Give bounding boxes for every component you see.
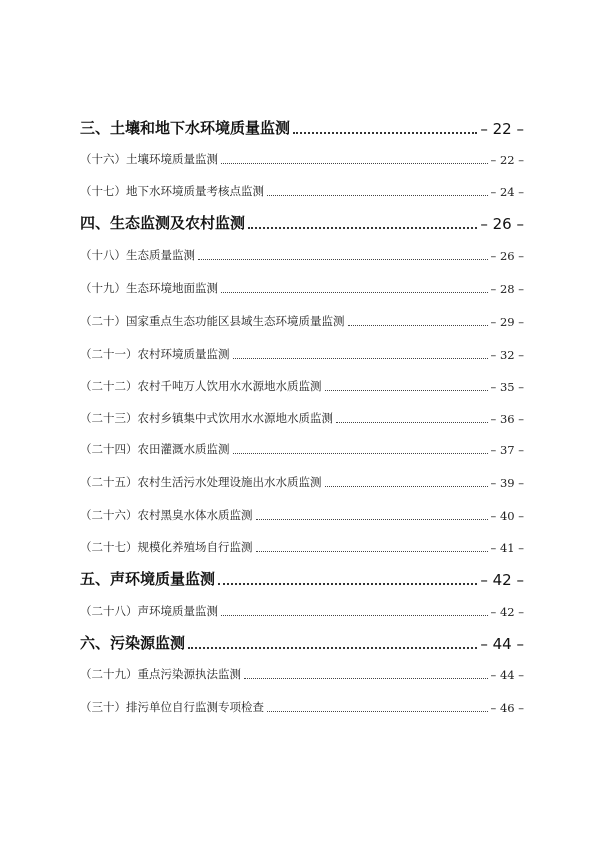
toc-page-number: – 39 – — [490, 476, 524, 490]
toc-entry-title: （二十九）重点污染源执法监测 — [80, 667, 241, 681]
toc-entry-title: 六、污染源监测 — [80, 634, 186, 652]
toc-item-30[interactable] — [80, 699, 524, 715]
toc-entry-title: （二十二）农村千吨万人饮用水水源地水质监测 — [80, 379, 322, 393]
dot-leader — [233, 453, 488, 454]
toc-page-number: – 40 – — [490, 509, 524, 523]
toc-entry-title: （二十一）农村环境质量监测 — [80, 347, 230, 361]
dot-leader — [267, 195, 488, 196]
dot-leader — [267, 711, 488, 712]
toc-item-21[interactable] — [80, 346, 524, 362]
toc-section-6[interactable] — [80, 632, 524, 653]
toc-section-4[interactable] — [80, 212, 524, 233]
toc-section-3[interactable] — [80, 117, 524, 138]
toc-item-23[interactable] — [80, 410, 524, 426]
toc-page-number: – 26 – — [480, 215, 524, 233]
toc-entry-title: （十七）地下水环境质量考核点监测 — [80, 184, 264, 198]
dot-leader — [256, 519, 488, 520]
toc-page-number: – 42 – — [480, 571, 524, 589]
dot-leader — [221, 615, 488, 616]
toc-entry-title: （二十）国家重点生态功能区县域生态环境质量监测 — [80, 314, 345, 328]
toc-item-27[interactable] — [80, 539, 524, 555]
toc-entry-title: 四、生态监测及农村监测 — [80, 214, 246, 232]
dot-leader — [218, 583, 477, 585]
dot-leader — [256, 551, 488, 552]
toc-entry-title: （三十）排污单位自行监测专项检查 — [80, 700, 264, 714]
toc-item-16[interactable] — [80, 151, 524, 167]
dot-leader — [348, 325, 488, 326]
toc-page-number: – 44 – — [490, 668, 524, 682]
toc-page-number: – 22 – — [490, 153, 524, 167]
toc-entry-title: （二十三）农村乡镇集中式饮用水水源地水质监测 — [80, 411, 333, 425]
toc-entry-title: （十八）生态质量监测 — [80, 248, 195, 262]
dot-leader — [325, 390, 488, 391]
toc-page-number: – 42 – — [490, 605, 524, 619]
toc-page-number: – 41 – — [490, 541, 524, 555]
toc-page-number: – 44 – — [480, 635, 524, 653]
toc-entry-title: （二十六）农村黑臭水体水质监测 — [80, 508, 253, 522]
toc-page-number: – 26 – — [490, 249, 524, 263]
toc-item-19[interactable] — [80, 280, 524, 296]
toc-page-number: – 46 – — [490, 701, 524, 715]
toc-section-5[interactable] — [80, 568, 524, 589]
toc-entry-title: （二十四）农田灌溉水质监测 — [80, 442, 230, 456]
dot-leader — [248, 227, 477, 229]
toc-page-number: – 37 – — [490, 443, 524, 457]
toc-entry-title: （十六）土壤环境质量监测 — [80, 152, 218, 166]
toc-entry-title: （二十八）声环境质量监测 — [80, 604, 218, 618]
toc-item-28[interactable] — [80, 603, 524, 619]
dot-leader — [233, 358, 488, 359]
dot-leader — [188, 647, 477, 649]
dot-leader — [221, 163, 488, 164]
dot-leader — [325, 486, 488, 487]
toc-page-number: – 29 – — [490, 315, 524, 329]
dot-leader — [336, 422, 488, 423]
dot-leader — [244, 678, 488, 679]
toc-page-number: – 24 – — [490, 185, 524, 199]
toc-entry-title: 五、声环境质量监测 — [80, 570, 216, 588]
toc-page-number: – 32 – — [490, 348, 524, 362]
toc-item-26[interactable] — [80, 507, 524, 523]
toc-item-29[interactable] — [80, 666, 524, 682]
dot-leader — [198, 259, 488, 260]
dot-leader — [293, 132, 477, 134]
toc-item-25[interactable] — [80, 474, 524, 490]
toc-item-24[interactable] — [80, 441, 524, 457]
toc-item-22[interactable] — [80, 378, 524, 394]
toc-entry-title: （二十七）规模化养殖场自行监测 — [80, 540, 253, 554]
dot-leader — [221, 292, 488, 293]
toc-page-number: – 36 – — [490, 412, 524, 426]
toc-page-number: – 22 – — [480, 120, 524, 138]
toc-entry-title: 三、土壤和地下水环境质量监测 — [80, 119, 291, 137]
toc-item-20[interactable] — [80, 313, 524, 329]
toc-entry-title: （十九）生态环境地面监测 — [80, 281, 218, 295]
toc-item-17[interactable] — [80, 183, 524, 199]
toc-page-number: – 35 – — [490, 380, 524, 394]
toc-entry-title: （二十五）农村生活污水处理设施出水水质监测 — [80, 475, 322, 489]
toc-page-number: – 28 – — [490, 282, 524, 296]
toc-item-18[interactable] — [80, 247, 524, 263]
